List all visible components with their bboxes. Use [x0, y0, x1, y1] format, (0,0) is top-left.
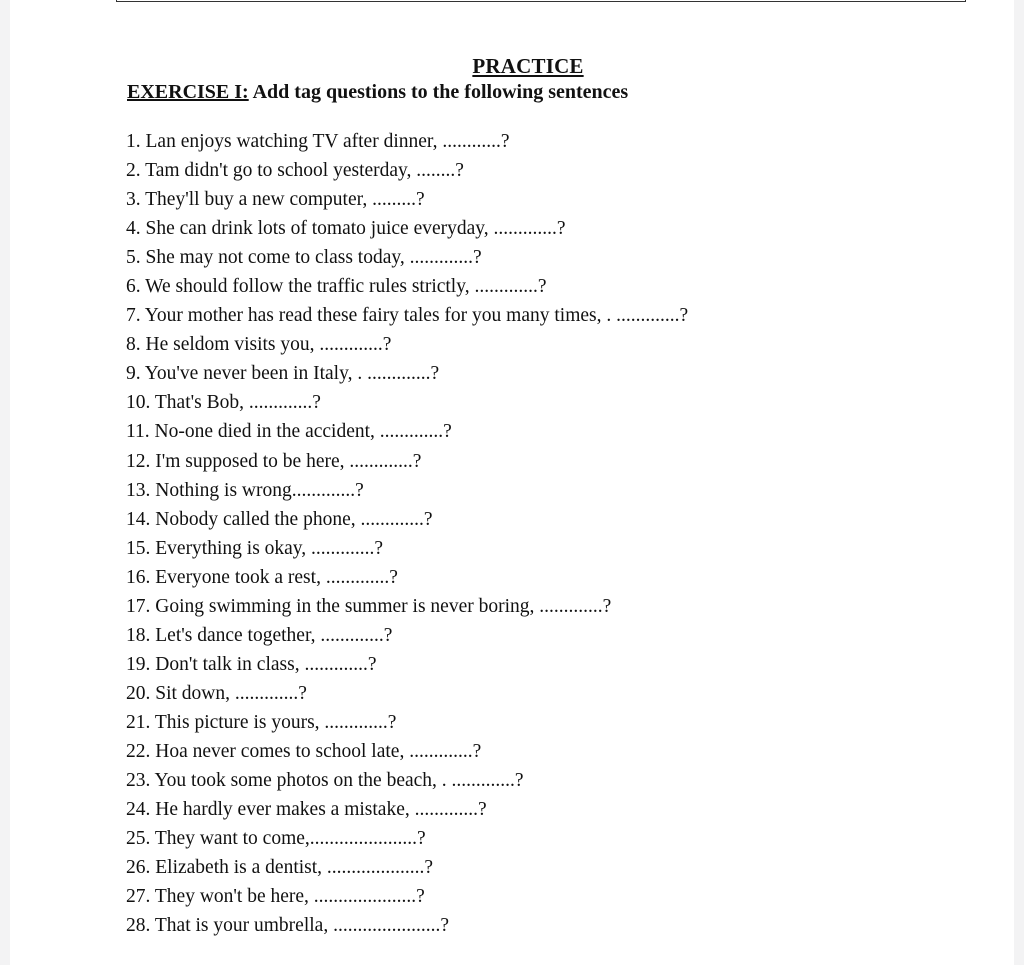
question-item: 20. Sit down, .............?	[126, 682, 307, 704]
question-item: 21. This picture is yours, .............?	[126, 711, 397, 733]
exercise-label: EXERCISE I:	[127, 81, 249, 103]
question-item: 1. Lan enjoys watching TV after dinner, ............?	[126, 131, 510, 152]
question-item: 14. Nobody called the phone, .............?	[126, 508, 433, 530]
question-item: 7. Your mother has read these fairy tales for you many times, . .............?	[126, 305, 689, 327]
question-item: 2. Tam didn't go to school yesterday, ........?	[126, 160, 464, 182]
question-item: 24. He hardly ever makes a mistake, .............?	[126, 799, 487, 821]
question-item: 13. Nothing is wrong.............?	[126, 479, 364, 501]
question-item: 18. Let's dance together, .............?	[126, 624, 393, 646]
question-item: 22. Hoa never comes to school late, .............?	[126, 740, 482, 762]
question-item: 17. Going swimming in the summer is never boring, .............?	[126, 595, 612, 617]
question-item: 6. We should follow the traffic rules strictly, .............?	[126, 276, 547, 298]
question-item: 11. No-one died in the accident, .............?	[126, 421, 452, 443]
question-item: 15. Everything is okay, .............?	[126, 537, 384, 559]
exercise-instruction: Add tag questions to the following sentences	[252, 81, 629, 103]
question-item: 27. They won't be here, .....................?	[126, 886, 425, 908]
question-item: 4. She can drink lots of tomato juice everyday, .............?	[126, 218, 566, 240]
page-title: PRACTICE	[472, 54, 584, 78]
worksheet-page	[10, 0, 1014, 965]
question-item: 3. They'll buy a new computer, .........?	[126, 189, 425, 211]
question-item: 9. You've never been in Italy, . .............?	[126, 363, 440, 385]
header-box-fragment	[116, 0, 966, 2]
question-item: 5. She may not come to class today, .............?	[126, 247, 482, 269]
question-item: 10. That's Bob, .............?	[126, 392, 321, 414]
question-list	[126, 127, 688, 940]
question-item: 19. Don't talk in class, .............?	[126, 653, 377, 675]
question-item: 25. They want to come,......................?	[126, 828, 426, 850]
question-item: 8. He seldom visits you, .............?	[126, 334, 392, 356]
question-item: 12. I'm supposed to be here, .............?	[126, 450, 422, 472]
question-item: 16. Everyone took a rest, .............?	[126, 566, 398, 588]
exercise-heading	[127, 81, 628, 104]
question-item: 23. You took some photos on the beach, . .............?	[126, 770, 524, 792]
question-item: 26. Elizabeth is a dentist, ....................?	[126, 857, 434, 879]
question-item: 28. That is your umbrella, ......................?	[126, 915, 449, 937]
